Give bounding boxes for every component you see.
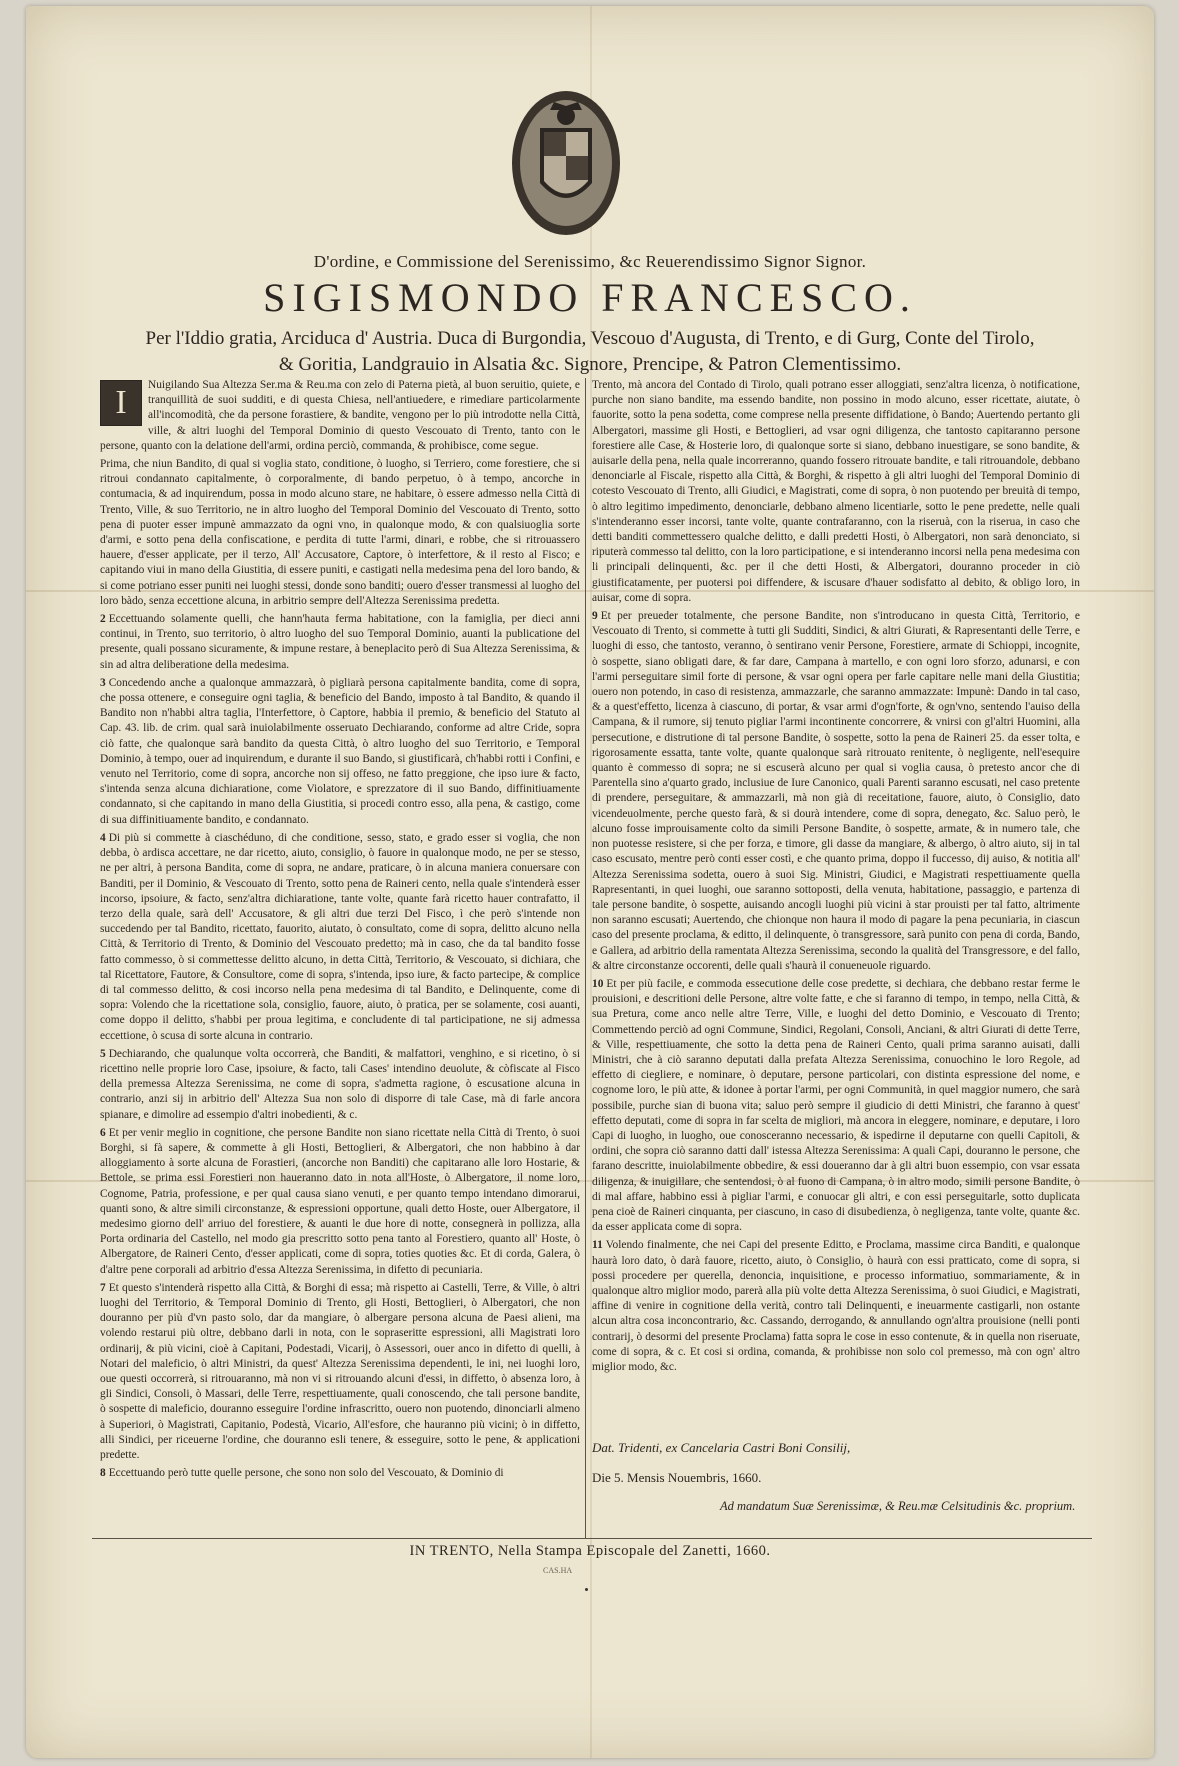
article-2 [100,612,580,673]
article-text: Concedendo anche a qualonque ammazzarà, ò pigliarà persona capitalmente bandita, come di sopra, che possa ottenere, e conseguire ogni taglia, & beneficio del Bando, imposto à tal Bandito, & quando il Bandito non n'habbi altra taglia, l'Interfettore, ò Captore, habbia il premio, & beneficio del Statuto al Cap. 43. lib. de crim. qual sarà inuiolabilmente osseruato Dechiarando, conforme ad altre Cride, sopra ciò fatte, che qualonque sarà bandito da questa Città, ò altro luogho del suo Territorio, e Temporal Dominio, à tempo, ouer ad inquirendum, e durante il suo Bando, si giustificarà, ch'habbi rotti i Confini, e venuto nel Territorio, come di sopra, ancorche non sij offeso, ne fatto preggione, che ipso iure & facto, s'intenda senza alcuna dichiaratione, come Violatore, e sprezzatore di il suo Bando, diffinitiuamente condannato, si che capitando in mano della Giustitia, si procedi contro esso, alla pena, & castigo, come di sua diffinitiuamente bandito, e condannato. [100,676,580,826]
subtitle-line: Per l'Iddio gratia, Arciduca d' Austria. Duca di Burgondia, Vescouo d'Augusta, di Trento, e di Gurg, Conte del Tirolo, [145,328,1035,349]
article-8 [100,1466,580,1481]
article-text: Et per venir meglio in cognitione, che persone Bandite non siano ricettate nella Città di Trento, ò suoi Borghi, si fà sapere, & commette à gli Hosti, Bettoglieri, & Albergatori, che non habbino à dar alloggiamento à sorte alcuna de Forastieri, (ancorche non Banditi) che capitarano alle loro Hostarie, & Bettole, se prima essi Forestieri non haueranno dato in nota all'Hoste, ò Albergatore, il nome loro, Cognome, Patria, professione, e per qual causa siano venuti, e per quanto tempo intendano dimorarui, quanti sono, & altre simili circonstanze, & espressioni opportune, quali detto Hoste, ouer Albergatore, il medesimo giorno dell' arriuo del forestiere, & auanti le due hore di notte, consegnerà in pollizza, alla Porta ordinaria del Castello, nel modo gia prescritto sotto pena tanto al Forestiero, quanto all' Hoste, ò Albergatore, de Raineri Cento, d'esser applicati, come di sopra, toties quoties &c. Et di corda, Galera, ò d'altre pene corporali ad arbitrio d'essa Altezza Serenissima, in difetto di pecuniaria. [100,1126,580,1276]
decorated-initial: I [100,380,142,426]
article-number: 8 [100,1467,106,1480]
footer-rule [92,1538,1092,1539]
printer-imprint: IN TRENTO, Nella Stampa Episcopale del Zanetti, 1660. [409,1543,771,1559]
ink-dot [585,1588,588,1591]
article-number: 6 [100,1126,106,1139]
page-title: SIGISMONDO FRANCESCO. [263,275,917,320]
article-number: 9 [592,610,598,623]
article-11 [592,1238,1080,1375]
article-text: Volendo finalmente, che nei Capi del presente Editto, e Proclama, massime circa Banditi, e qualonque haurà loro dato, ò darà fauore, ricetto, aiuto, ò Consiglio, ò haurà con essi pratticato, come di sopra, si possi procedere per querella, denoncia, inquisitione, e processo informatiuo, sommariamente, & in qualonque altro miglior modo, parerà alla più volte detta Altezza Serenissima, ò suoi Giudici, e Magistrati, affine di venire in cognitione della verità, contro tali Delinquenti, e ineuarmente castigarli, non ostante alcun altra cosa inconcontrario, &c. Cassando, derrogando, & annullando ogn'altra prouisione (nelli ponti contrarij, ò desormi del presente Proclama) fatta sopra le cose in esso contenute, & in quella non riseruate, come di sopra, & c. Et cosi si ordina, comanda, & prohibisse non solo col premesso, mà con ogn' altro miglior modo, &c. [592,1239,1080,1373]
article-number: 10 [592,977,604,990]
article-text: Et per preueder totalmente, che persone Bandite, non s'introducano in questa Città, Territorio, e Vescouato di Trento, si commette à tutti gli Sudditi, Sindici, & altri Giurati, & Rapresentanti delle Terre, e luoghi di esso, che tantosto, veranno, ò sentirano venir Persone, Forestiere, armate di Schioppi, incognite, ò sospette, siano obligati dare, & far dare, Campana à martello, e con ogni loro sforzo, adunarsi, e con l'armi perseguitare simil forte di persone, & vsar ogni opera per farle capitare nelle mani della Giustitia; ouero non potendo, in caso di resistenza, ammazzarle, che saranno ammazzate: Impunè: Dando in tal caso, & a quest'effetto, licenza à ciascuno, di portar, & vsar armi d'ogn'forte, & ogn'vno, sentendo l'auiso della Campana, & il rumore, sij tenuto pigliar l'armi incontinente concorrere, & vnirsi con gl'altri Huomini, alla persecutione, e distrutione di tal persone Bandite, ò sospette, sotto la pena de Raineri 25. da esser tolta, e rigorosamente essatta, tante volte, quante qualonque sarà ritrouato renitente, ò negligente, nell'esequire quanto è commesso di sopra; ne si escuserà alcuno per qual si voglia causa, ò pretesto ancor che di Parentella sino a'quarto grado, inclusiue de Iure Canonico, quali Parenti saranno escusati, nel caso pretente di prendere, perseguitare, & ammazzarli, mà non già di receitatione, fauore, aiuto, ò Consiglio, dato vicendeuolmente, perche questo farà, & si dourà intendere, come di sopra, denegato, &c. Saluo però, le alcuno fosse improuisamente colto da simili Persone Bandite, ò sospette, armate, & in numero tale, che non puotesse resistere, si che per forza, e timore, gli dasse da mangiare, & albergo, ò altro aiuto, sij in tal caso escusato, mentre però conti esser costì, e che quanto prima, doppo il fuccesso, dij auiso, & notitia all' Altezza Serenissima sodetta, ouero à suoi Sig. Ministri, Giudici, e Magistrati respettiuamente quella Rapresentanti, in quei luoghi, oue saranno sottoposti, della venuta, habitatione, passaggio, e partenza di tale persone bandite, ò sospette, auisando ancogli luoghi più vicini à star prouisti per tal fatto, altrimente non saranno escusati; Auertendo, che chionque non haura il modo di pagare la pena pecuniaria, in ciascun caso del presente proclama, & editto, il delinquente, ò transgressore, sarà punito con pena di corda, Bando, e Gallera, ad arbitrio della ramentata Altezza Serenissima, secondo la qualità del Transgressore, e del fallo, & altre circonstanze occorenti, delle quali s'haurà il conueneuole riguardo. [592,610,1080,972]
article-5 [100,1047,580,1123]
article-9 [592,609,1080,974]
subtitle-line: & Goritia, Landgrauio in Alsatia &c. Signore, Prencipe, & Patron Clementissimo. [278,354,902,375]
article-4 [100,831,580,1044]
article-text: Eccettuando solamente quelli, che hann'hauta ferma habitatione, con la famiglia, per dieci anni continui, in Trento, suo territorio, ò altro luogho del suo Temporal Dominio, auanti la publicatione del presente, quali possano sicuramente, & impune restare, à beneplacito però di Sua Altezza Serenissima, & sin ad altra deliberatione della medesima. [100,613,580,671]
article-number: 7 [100,1281,106,1294]
article-number: 11 [592,1239,603,1252]
coat-of-arms-seal-icon [510,88,622,238]
article-3 [100,676,580,828]
header-line: D'ordine, e Commissione del Serenissimo, &c Reuerendissimo Signor Signor. [313,252,867,271]
article-text: Dechiarando, che qualunque volta occorrerà, che Banditi, & malfattori, venghino, e si ricetino, ò si ricettino nelle proprie loro Case, ipsoiure, & facto, tali Cases' intendino deuolute, & còfiscate al Fisco della premessa Altezza Serenissima, ne come di sopra, s'admetta ragione, ò escusatione alcuna in contrario, anzi sij in arbitrio dell' Altezza Sua non solo di disporre di tale Case, mà di farle ancora spianare, e dimolire ad essempio d'altri inobedienti, & c. [100,1047,580,1121]
intro-paragraph [100,378,580,454]
mandate-line: Ad mandatum Suæ Serenissimæ, & Reu.mæ Celsitudinis &c. proprium. [720,1499,1076,1513]
date-line: Die 5. Mensis Nouembris, 1660. [592,1470,762,1485]
article-6 [100,1126,580,1278]
archive-mark: CAS.HA [543,1566,573,1575]
article-number: 2 [100,613,106,626]
column-divider [585,378,586,1538]
article-7 [100,1281,580,1463]
intro-text: Nuigilando Sua Altezza Ser.ma & Reu.ma con zelo di Paterna pietà, al buon seruitio, quiete, e tranquillità de suoi sudditi, e di questa Chiesa, nell'antiuedere, e rimediare particolarmente all'incomodità, che da persone forastiere, & bandite, vengono per lo più introdotte nella Città, ville, & altri luoghi del Temporal Dominio di questo Vescouato di Trento, tanto con le persone, quanto con la delatione dell'armi, ordina perciò, commanda, & prohibisce, come segue. [100,379,580,452]
left-column [100,378,580,1530]
article-text: Et per più facile, e commoda essecutione delle cose predette, si dechiara, che debbano restar ferme le prouisioni, e descritioni delle Persone, altre volte fatte, e che si faranno di tempo, in tempo, nella Città, & sua Pretura, come anco nelle altre Terre, Ville, e luoghi del detto Dominio, e Vescouato di Trento; Commettendo perciò ad ogni Commune, Sindici, Regolani, Consoli, Anciani, & altri Giurati di dette Terre, & Ville, respettiuamente, che sotto la detta pena de Raineri Cento, quali prima saranno auisati, dalli Ministri, che à ciò saranno deputati dalla prefata Altezza Serenissima, conuochino le loro Regole, ad effetto di ciegliere, e nominare, ò deputare, persone particolari, con distinta espressione del nome, e cognome loro, le più atte, & idonee à portar l'armi, per ogni Communità, in quel maggior numero, che sarà possibile, purche sian di buona vita; saluo però sempre il giudicio di detti Ministri, che faranno à quest' effetto deputati, come di sopra in far scelta de migliori, mà ancora in eleggere, nominare, e deputare, i loro Capi di luogho, in luogho, oue conosceranno necessario, & ispedirne il deputarne con quelli Capitoli, & ordini, che sopra ciò saranno datti dall' istessa Altezza Serenissima: A quali Capi, douranno le persone, che farano descritte, inuiolabilmente obbedire, & essi doueranno dar à gli altri buon essempio, con vsar essata diligenza, & inuigillare, che sentendosi, ò al fuono di Campana, ò in altro modo, simili persone Bandite, ò di mal affare, habbino essi à pigliar l'armi, e conuocar gli altri, e con essi perseguitarle, sotto duplicata pena cioè de Raineri cinquanta, per ciascuno, in caso di disubedienza, ò negligenza, tante volte, quante &c. da esser applicata come di sopra. [592,977,1080,1234]
article-1: Prima, che niun Bandito, di qual si voglia stato, conditione, ò luogho, si Terriero, come forestiere, che si ritroui condannato capitalmente, ò corporalmente, di bando perpetuo, ò à tempo, ancorche in contumacia, & ad inquirendum, possa in modo alcuno stare, ne habitare, ò essere admesso nella Città di Trento, Ville, & suo Territorio, ne in altro luogho del Temporal Dominio del Vescouato di Trento, sotto pena di puoter esser impunè ammazzato da ogni vno, in qualonque modo, & con qualsiuoglia sorte d'armi, e sotto pena della confiscatione, e perdita di tutte l'armi, dinari, e robbe, che si ritrouassero hauere, d'esser applicate, per il terzo, All' Accusatore, Captore, ò interfettore, & il resto al Fisco; e capitando viui in mano della Giustitia, di essere puniti, e castigati nella medesima pena del loro bando, & si come potriano esser puniti nei luoghi stessi, donde sono banditi; ouero d'esser transmessi al luogho del loro bàdo, senza eccettione alcuna, in arbitrio sempre dell'Altezza Serenissima predetta. [100,458,580,607]
article-text: Et questo s'intenderà rispetto alla Città, & Borghi di essa; mà rispetto ai Castelli, Terre, & Ville, ò altri luoghi del Territorio, & Temporal Dominio di Trento, gli Hosti, Bettoglieri, ò Albergatori, che non douranno per più d'vn pasto solo, dar da mangiare, ò albergare persona alcuna de Paesi alieni, ma volendo restarui più oltre, debbano darli in nota, con le sopraseritte espressioni, alli Magistrati loro ordinarij, & più vicini, cioè à Capitani, Podestadi, Vicarij, ò Assessori, ouer anco in difetto di quelli, à Notari del maleficio, ò altri Ministri, da quest' Altezza Serenissima dependenti, le ini, nei luoghi loro, oue questi occorrerà, si ritrouaranno, mà non vi si ritrouando alcuni d'essi, in diffetto, ò absenza loro, à gli Sindici, Consoli, ò Massari, delle Terre, respettiuamente, quali conoscendo, che tali persone bandite, ò sospette di maleficio, douranno esseguire l'ordine infrascritto, ouero non puotendo, dinonciarli almeno à Superiori, ò Magistrati, Capitanio, Podestà, Vicario, All'esfore, che hauranno più vicini; ò in diffetto, alli Sindici, per riceuerne l'ordine, che douranno esli tenere, & esseguire, sotto le pene, & applicationi predette. [100,1281,580,1462]
article-10 [592,977,1080,1235]
article-text: Di più si commette à ciaschéduno, di che conditione, sesso, stato, e grado esser si voglia, che non debba, ò ardisca accettare, ne dar ricetto, aiuto, consiglio, ò fauore in qualonque modo, ne per se stesso, ne per altri, à persona Bandita, come di sopra, ne andare, praticare, ò in alcuna maniera conuersare con Banditi, per il Dominio, & Vescouato di Trento, sotto pena de Raineri cento, nella quale s'intenderà esser incorso, ipsoiure, & facto, senz'altra dichiaratione, tante volte, quante farà ricetto hauer contrafatto, il terzo della quale, sarà dell' Accusatore, & gli altri due terzi Del Fisco, ì che però s'intende non succedendo per tal Bandito, ricettato, fauorito, aiutato, ò consultato, come di sopra, delitto alcuno nella Città, & Territorio di Trento, & Dominio del Vescouato predetto; mà in caso, che da tal bandito fosse fatto commesso, ò si commettesse delitto alcuno, in detta Città, Territorio, & Vescouato, si dichiara, che tal Ricettatore, Fautore, & Consultore, come di sopra, s'intenda, ipso iure, & facto partecipe, & complice di tal commesso delitto, & cosi incorso nella pena medesima di tal Bandito, e Delinquente, come di sopra: Volendo che la ricettatione sola, consiglio, fauore, aiuto, ò pratica, per se solamente, cosi auanti, come doppo il delitto, s'habbi per proua legitima, e concludente di tal participatione, ne sij admessa eccettione, ò scusa di sorte alcuna in contrario. [100,831,580,1042]
article-number: 4 [100,831,106,844]
article-number: 3 [100,676,106,689]
article-8-continued: Trento, mà ancora del Contado di Tirolo, quali potrano esser alloggiati, senz'altra licenza, ò notificatione, purche non siano bandite, ma essendo bandite, non possino in modo alcuno, esser ricettate, aiutate, ò fauorite, sotto la pena sodetta, come comprese nella presente diffidatione, ò Bando; Auertendo pertanto gli Albergatori, massime gli Hosti, e Bettoglieri, ad vsar ogni diligenza, che tantosto capitaranno persone forestiere alle Case, & Hosterie loro, di qualonque sorte si siano, debbano inuestigare, se sono bandite, & auisarle della pena, nella quale incorreranno, quando fossero ritrouate bandite, e tali ritrouandole, debbano denonciarle al Fiscale, rispetto alla Città, & Borghi, & rispetto à gli altri luoghi del Temporal Dominio di cotesto Vescouato di Trento, alli Giudici, e Magistrati, come di sopra, ò non puotendo per breuità di tempo, ò altro legitimo impedimento, denonciarle, debbano almeno licentiarle, sotto le pene predette, nelle quali s'intenderanno esser incorsi, tante volte, quante contrafaranno, con la riseruà, con la riserua, in caso che detti banditi commettessero qualche delitto, e dalli predetti Hosti, ò Albergatori, non sarà denonciato, si riputerà commesso tal delitto, con la loro participatione, e si intenderanno incorsi nella pena medesima con li principali delinquenti, &c. per il che detti Hosti, & Albergatori, douranno proceder in ciò giustificatamente, per puotersi poi diffendere, & iscusare d'hauer sodisfatto al debito, & obligo loro, in auisar, come di sopra. [592,379,1080,604]
article-number: 5 [100,1047,106,1060]
article-text: Eccettuando però tutte quelle persone, che sono non solo del Vescouato, & Dominio di [108,1467,504,1480]
right-column [592,378,1080,1373]
subtitle [80,326,1100,378]
dated-line: Dat. Tridenti, ex Cancelaria Castri Boni Consilij, [592,1440,851,1455]
